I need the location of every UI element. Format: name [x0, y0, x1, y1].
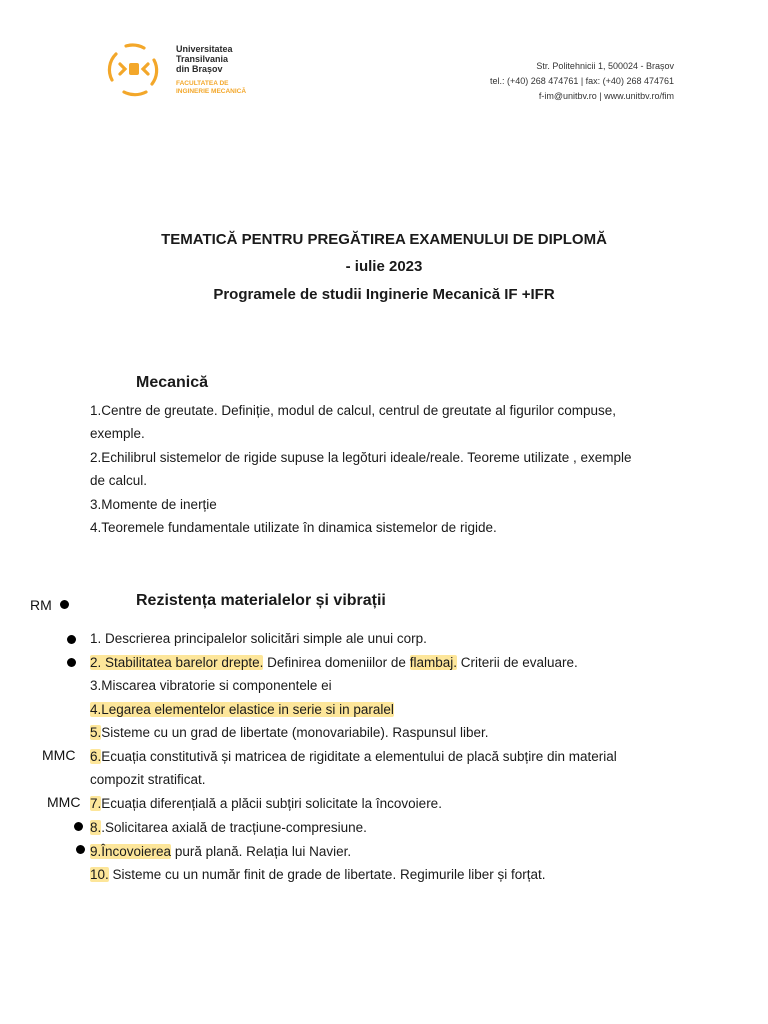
bullet-mark [67, 658, 76, 667]
highlight: 9.Încovoierea [90, 844, 172, 859]
margin-note: MMC [42, 747, 76, 763]
document-subtitle: Programele de studii Inginerie Mecanică IF +IFR [213, 286, 555, 303]
highlight: 5. [90, 725, 102, 740]
contact-address: Str. Politehnicii 1, 500024 - Brașov tel.: (+40) 268 474761 | fax: (+40) 268 474761 f-im@unitbv.ro | www.unitbv.ro/fim [490, 61, 674, 101]
list-item: compozit stratificat. [90, 772, 206, 787]
bullet-mark [67, 635, 76, 644]
bullet-mark [60, 600, 69, 609]
list-item: 1. Descrierea principalelor solicitări simple ale unui corp. [90, 631, 427, 646]
highlight: 6. [90, 749, 102, 764]
list-item: 6.Ecuația constitutivă și matricea de rigiditate a elementului de placă subțire din material [90, 749, 617, 764]
highlight: 10. [90, 867, 109, 882]
university-name: Universitatea Transilvania din Brașov [176, 44, 233, 74]
highlight: 7. [90, 796, 102, 811]
faculty-name: FACULTATEA DE INGINERIE MECANICĂ [176, 80, 247, 95]
section-heading-rezistenta: Rezistența materialelor și vibrații [136, 592, 386, 609]
list-item: de calcul. [90, 473, 148, 488]
list-item: 2.Echilibrul sistemelor de rigide supuse la legŏturi ideale/reale. Teoreme utilizate , exemple [90, 450, 632, 465]
list-item: 9.Încovoierea pură plană. Relația lui Navier. [90, 844, 352, 859]
highlight: 8. [90, 820, 102, 835]
list-item: 2. Stabilitatea barelor drepte. Definirea domeniilor de flambaj. Criterii de evaluare. [90, 655, 578, 670]
list-item: 1.Centre de greutate. Definiție, modul de calcul, centrul de greutate al figurilor compuse, [90, 403, 617, 418]
list-item: 3.Miscarea vibratorie si componentele ei [90, 678, 332, 693]
list-item: 8..Solicitarea axială de tracțiune-compresiune. [90, 820, 367, 835]
list-item: 7.Ecuația diferențială a plăcii subțiri solicitate la încovoiere. [90, 796, 442, 811]
list-item [90, 698, 394, 722]
margin-note: RM [30, 597, 52, 613]
document-date: - iulie 2023 [345, 258, 423, 275]
list-item: 4.Teoremele fundamentale utilizate în dinamica sistemelor de rigide. [90, 520, 497, 535]
bullet-mark [76, 845, 85, 854]
section-heading-mecanica: Mecanică [136, 374, 209, 391]
list-item: 5.Sisteme cu un grad de libertate (monovariabile). Raspunsul liber. [90, 725, 489, 740]
list-item: 3.Momente de inerție [90, 497, 217, 512]
highlight: 4.Legarea elementelor elastice in serie si in paralel [90, 702, 394, 717]
list-item: 10. Sisteme cu un număr finit de grade de libertate. Regimurile liber și forțat. [90, 867, 546, 882]
margin-note: MMC [47, 794, 81, 810]
highlight: flambaj. [409, 655, 457, 670]
highlight: 2. Stabilitatea barelor drepte. [90, 655, 264, 670]
bullet-mark [74, 822, 83, 831]
list-item: exemple. [90, 426, 145, 441]
document-title: TEMATICĂ PENTRU PREGĂTIREA EXAMENULUI DE DIPLOMĂ [161, 231, 607, 248]
university-logo-icon [104, 40, 164, 100]
